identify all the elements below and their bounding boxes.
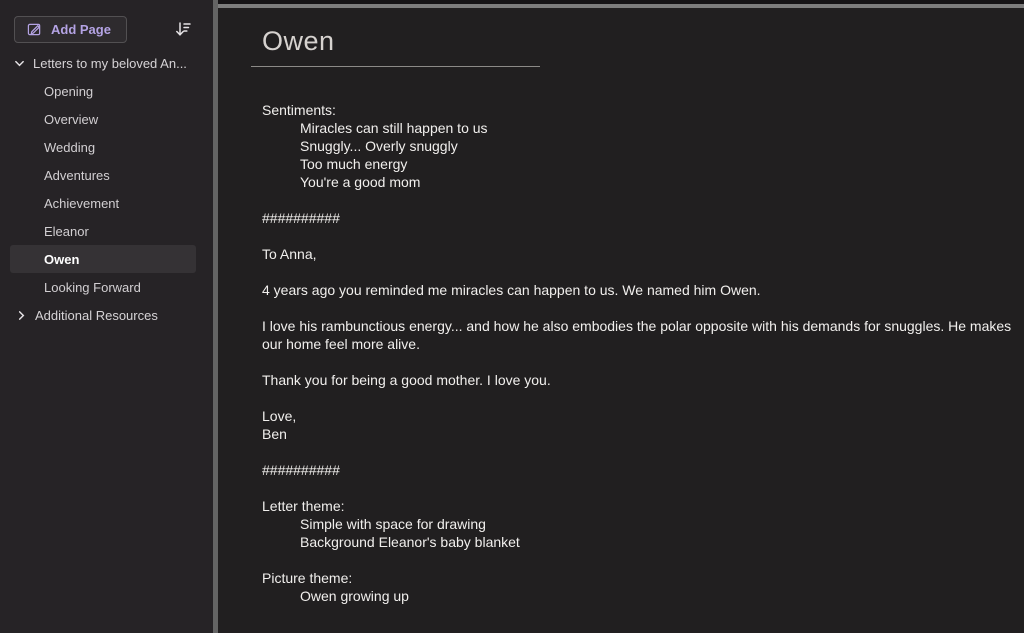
page-list	[0, 77, 213, 301]
body-line: our home feel more alive.	[262, 336, 420, 352]
body-line: Simple with space for drawing	[300, 516, 486, 532]
sidebar-page-item[interactable]	[0, 273, 213, 301]
sidebar-page-item[interactable]	[0, 77, 213, 105]
body-line	[262, 551, 1024, 569]
notebook-section-row[interactable]	[0, 49, 213, 77]
body-line	[262, 191, 1024, 209]
page-title[interactable]: Owen	[262, 26, 335, 56]
collapsed-section-label: Additional Resources	[35, 307, 158, 323]
section-additional-resources[interactable]	[0, 301, 213, 329]
body-line: Background Eleanor's baby blanket	[300, 534, 520, 550]
body-line	[262, 353, 1024, 371]
body-line: ##########	[262, 462, 340, 478]
sort-pages-button[interactable]	[171, 17, 195, 41]
page-item-label: Adventures	[44, 167, 110, 183]
body-line: You're a good mom	[300, 174, 421, 190]
body-line: Ben	[262, 426, 287, 442]
page-canvas	[218, 0, 1024, 633]
body-line: Picture theme:	[262, 570, 353, 586]
body-line: Thank you for being a good mother. I love you.	[262, 372, 551, 388]
notebook-section-label: Letters to my beloved An...	[33, 55, 187, 71]
body-line: Snuggly... Overly snuggly	[300, 138, 458, 154]
sidebar-toolbar	[0, 0, 213, 42]
sidebar-page-item[interactable]	[0, 189, 213, 217]
body-line	[262, 263, 1024, 281]
body-line: I love his rambunctious energy... and how he also embodies the polar opposite with his demands for snuggles. He makes	[262, 318, 1012, 334]
chevron-right-icon	[15, 310, 27, 321]
page-item-label: Overview	[44, 111, 99, 127]
body-line: To Anna,	[262, 246, 317, 262]
body-line	[262, 227, 1024, 245]
body-line: 4 years ago you reminded me miracles can happen to us. We named him Owen.	[262, 282, 761, 298]
body-line: Owen growing up	[300, 588, 409, 604]
sidebar-page-item[interactable]	[0, 133, 213, 161]
sidebar-page-item[interactable]	[0, 161, 213, 189]
page-title-block[interactable]	[251, 26, 540, 67]
body-line: ##########	[262, 210, 340, 226]
sidebar-page-item[interactable]	[0, 105, 213, 133]
body-line: Sentiments:	[262, 102, 336, 118]
pages-sidebar	[0, 0, 213, 633]
chevron-down-icon	[13, 58, 25, 69]
body-line	[262, 479, 1024, 497]
page-item-label: Wedding	[44, 139, 96, 155]
add-page-button[interactable]	[14, 16, 127, 43]
page-item-label: Owen	[44, 251, 80, 267]
add-page-label: Add Page	[51, 21, 111, 37]
body-line: Miracles can still happen to us	[300, 120, 488, 136]
page-body[interactable]	[262, 101, 1024, 605]
body-line	[262, 389, 1024, 407]
canvas-top-border	[218, 4, 1024, 8]
page-item-label: Eleanor	[44, 223, 89, 239]
body-line: Too much energy	[300, 156, 408, 172]
sidebar-page-item[interactable]	[0, 217, 213, 245]
body-line	[262, 299, 1024, 317]
new-page-icon	[27, 22, 42, 37]
sidebar-page-item[interactable]	[10, 245, 196, 273]
page-item-label: Looking Forward	[44, 279, 141, 295]
body-line: Letter theme:	[262, 498, 345, 514]
body-line	[262, 443, 1024, 461]
page-item-label: Opening	[44, 83, 94, 99]
page-item-label: Achievement	[44, 195, 120, 211]
body-line: Love,	[262, 408, 297, 424]
sort-descending-icon	[173, 19, 193, 39]
